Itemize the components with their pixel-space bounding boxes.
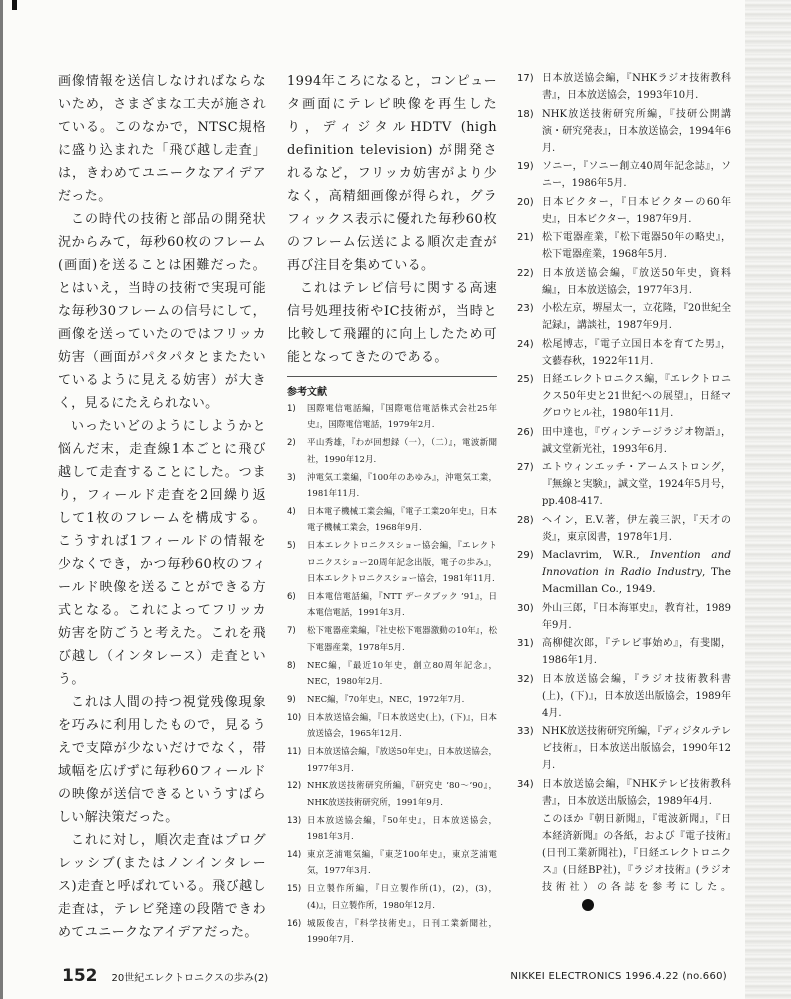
body-paragraph-continued: 1994年ころになると，コンピュータ画面にテレビ映像を再生したり，ディジタルHDTV (high definition television) が開発されるなど，フリッカ妨害がより少なく，高精細画像が得られ，グラフィックス表示に優れた毎秒60枚のフレーム伝送による順次走査が再び注目を集めている。	[287, 74, 497, 273]
reference-item	[287, 847, 497, 880]
registration-mark	[12, 0, 17, 10]
reference-number: 34)	[517, 778, 534, 790]
reference-text: 日本放送協会編，『放送50年史』，日本放送協会，1977年3月.	[307, 747, 497, 774]
body-column-2	[287, 70, 497, 950]
reference-item	[517, 158, 731, 192]
reference-number: 32)	[517, 673, 534, 685]
reference-number: 10)	[287, 712, 302, 723]
closing-note	[517, 811, 731, 913]
reference-text: 日本エレクトロニクスショー協会編，『エレクトロニクスショー20周年記念出版，電子の歩み』，日本エレクトロニクスショー協会，1981年11月.	[307, 541, 497, 585]
scan-shadow-right	[745, 0, 791, 999]
reference-item	[517, 600, 731, 634]
end-mark-icon	[582, 899, 594, 911]
reference-text: 日本放送協会編，『ラジオ技術教科書(上)，(下)』，日本放送出版協会，1989年4月.	[542, 673, 731, 719]
reference-item	[517, 194, 731, 228]
reference-number: 13)	[287, 815, 302, 826]
reference-number: 4)	[287, 506, 296, 517]
reference-text: 日経エレクトロニクス編，『エレクトロニクス50年史と21世紀への展望』，日経マグロウヒル社，1980年11月.	[542, 374, 731, 419]
reference-item	[287, 692, 497, 708]
reference-text: 松尾博志，『電子立国日本を育てた男』，文藝春秋，1922年11月.	[542, 338, 731, 367]
reference-text: 日本ビクター，『日本ビクターの60年史』，日本ビクター，1987年9月.	[542, 196, 731, 225]
reference-number: 12)	[287, 781, 302, 792]
reference-number: 5)	[287, 541, 296, 552]
references-column-3	[517, 70, 731, 913]
body-paragraph: これは人間の持つ視覚残像現象を巧みに利用したもので，見るうえで支障が少ないだけでなく，帯域幅を広げずに毎秒60フィールドの映像が送信できるというすばらしい解決策だった。	[58, 695, 266, 825]
reference-item	[287, 623, 497, 656]
reference-item	[517, 106, 731, 157]
reference-text: NHK放送技術研究所編，『研究史 ’80～’90』，NHK放送技術研究所，1991年9月.	[307, 781, 497, 808]
reference-number: 21)	[517, 232, 534, 243]
reference-item	[287, 778, 497, 811]
reference-number: 23)	[517, 303, 534, 314]
reference-text: NHK放送技術研究所編，『技研公開講演・研究発表』，日本放送協会，1994年6月.	[542, 108, 731, 154]
references-divider	[287, 376, 497, 377]
reference-number: 1)	[287, 404, 296, 414]
reference-number: 2)	[287, 438, 296, 449]
reference-item	[517, 635, 731, 669]
reference-number: 17)	[517, 73, 534, 84]
reference-item	[287, 710, 497, 743]
reference-item	[287, 589, 497, 622]
reference-item	[287, 504, 497, 537]
closing-note-text: このほか『朝日新聞』，『電波新聞』，『日本経済新聞』の各紙，および『電子技術』(日刊工業新聞社)，『日経エレクトロニクス』(日経BP社)，『ラジオ技術』(ラジオ技術社）の各誌を参考にした。	[542, 814, 731, 893]
reference-item	[517, 512, 731, 546]
reference-number: 19)	[517, 161, 534, 172]
reference-title: Invention and Innovation in Radio Industry	[542, 549, 732, 578]
reference-details: , The Macmillan Co., 1949.	[542, 566, 731, 595]
reference-item	[517, 776, 731, 810]
body-column-1	[58, 70, 266, 944]
reference-item	[287, 916, 497, 949]
reference-text: 日本電信電話編，『NTT データブック ’91』，日本電信電話，1991年3月.	[307, 591, 497, 619]
reference-number: 6)	[287, 591, 296, 602]
reference-text: 松下電器産業編，『社史松下電器激動の10年』，松下電器産業，1978年5月.	[307, 626, 497, 653]
reference-text: 日本放送協会編，『日本放送史(上)，(下)』，日本放送協会，1965年12月.	[307, 712, 497, 740]
reference-item	[287, 538, 497, 587]
reference-text: 平山秀雄，『わが回想録（一），（二）』，電波新聞社，1990年12月.	[307, 438, 497, 465]
reference-number: 8)	[287, 660, 296, 671]
reference-number: 22)	[517, 267, 534, 279]
reference-number: 28)	[517, 514, 534, 526]
reference-text: 田中達也，『ヴィンテージラジオ物語』，誠文堂新光社，1993年6月.	[542, 426, 731, 455]
reference-item	[517, 70, 731, 104]
reference-number: 30)	[517, 602, 534, 614]
body-paragraph: いったいどのようにしようかと悩んだ末，走査線1本ごとに飛び越して走査することにした。つまり，フィールド走査を2回繰り返して1枚のフレームを構成する。こうすれば1フィールドの情報を少なくでき，かつ毎秒60枚のフィールド映像を送ることができる方式となる。これによってフリッカ妨害を防ごうと考えた。これを飛び越し（インタレース）走査という。	[58, 419, 266, 687]
reference-text: 日本電子機械工業会編，『電子工業20年史』，日本電子機械工業会，1968年9月.	[307, 506, 497, 534]
reference-number: 27)	[517, 462, 534, 473]
reference-number: 14)	[287, 850, 302, 861]
reference-item	[517, 300, 731, 334]
reference-text: エトウィンエッチ・アームストロング，『無線と実験』，誠文堂，1924年5月号，pp.408-417.	[542, 462, 731, 507]
reference-number: 24)	[517, 338, 534, 350]
reference-item	[517, 671, 731, 722]
reference-item	[287, 401, 497, 434]
reference-text: 日本放送協会編，『NHKラジオ技術教科書』，日本放送協会，1993年10月.	[542, 73, 731, 101]
body-paragraph: この時代の技術と部品の開発状況からみて，毎秒60枚のフレーム(画面)を送ることは困難だった。とはいえ，当時の技術で実現可能な毎秒30フレームの信号にして，画像を送っていたのではフリッカ妨害（画面がパタパタとまたたいているように見える妨害）が大きく，見るにたえられない。	[58, 212, 266, 411]
reference-text: 国際電信電話編，『国際電信電話株式会社25年史』，国際電信電話，1979年2月.	[307, 404, 497, 431]
reference-number: 31)	[517, 638, 534, 649]
reference-text: 日立製作所編，『日立製作所(1)，(2)，(3)，(4)』，日立製作所，1980年12月.	[307, 884, 497, 911]
reference-text: NHK放送技術研究所編，『ディジタルテレビ技術』，日本放送出版協会，1990年12月.	[542, 726, 731, 771]
reference-number: 20)	[517, 196, 534, 208]
references-heading: 参考文献	[287, 387, 327, 398]
reference-number: 29)	[517, 550, 534, 561]
reference-number: 18)	[517, 108, 534, 120]
reference-text: 外山三郎，『日本海軍史』，教育社，1989年9月.	[542, 602, 731, 631]
body-paragraph: これはテレビ信号に関する高速信号処理技術やIC技術が，当時と比較して飛躍的に向上したため可能となってきたのである。	[287, 281, 497, 365]
reference-item	[517, 459, 731, 510]
body-paragraph: これに対し，順次走査はプログレッシブ(またはノンインタレース)走査と呼ばれている。飛び越し走査は，テレビ発達の段階できわめてユニークなアイデアだった。	[58, 833, 266, 940]
reference-text: 東京芝浦電気編，『東芝100年史』，東京芝浦電気，1977年3月.	[307, 850, 497, 877]
reference-item	[517, 229, 731, 263]
reference-text: NEC編，『最近10年史，創立80周年記念』，NEC，1980年2月.	[307, 660, 497, 687]
reference-item	[517, 371, 731, 422]
page-footer	[62, 963, 727, 989]
reference-item	[287, 744, 497, 777]
reference-text: ヘイン，E.V.著，伊左義三訳，『天才の炎』，東京図書，1978年1月.	[542, 514, 731, 543]
reference-number: 9)	[287, 694, 296, 705]
scan-shadow-left	[0, 0, 3, 999]
reference-item	[287, 658, 497, 691]
reference-item	[517, 424, 731, 458]
reference-text: 日本放送協会編，『50年史』，日本放送協会，1981年3月.	[307, 815, 497, 843]
reference-number: 33)	[517, 726, 534, 737]
reference-number: 26)	[517, 426, 534, 438]
reference-number: 7)	[287, 626, 296, 637]
reference-item	[517, 336, 731, 370]
page-number: 152	[62, 966, 98, 986]
reference-item	[517, 547, 731, 598]
reference-number: 11)	[287, 747, 302, 758]
reference-text: 城阪俊吉，『科学技術史』，日刊工業新聞社，1990年7月.	[307, 918, 497, 946]
reference-text: 日本放送協会編，『放送50年史，資料編』，日本放送協会，1977年3月.	[542, 267, 731, 296]
reference-item	[287, 813, 497, 846]
reference-author: Maclavrim, W.R.,	[542, 549, 651, 561]
reference-text: ソニー，『ソニー創立40周年記念誌』，ソニー，1986年5月.	[542, 161, 731, 189]
reference-text: NEC編，『70年史』，NEC，1972年7月.	[307, 694, 465, 705]
magazine-issue: NIKKEI ELECTRONICS 1996.4.22 (no.660)	[510, 970, 727, 982]
reference-item	[517, 723, 731, 774]
reference-text: 沖電気工業編，『100年のあゆみ』，沖電気工業，1981年11月.	[307, 472, 497, 500]
reference-item	[287, 470, 497, 503]
reference-text	[542, 547, 731, 598]
reference-text: 小松左京，堺屋太一，立花隆，『20世紀全記録』，講談社，1987年9月.	[542, 303, 731, 331]
reference-item	[517, 265, 731, 299]
reference-number: 16)	[287, 918, 302, 929]
reference-item	[287, 881, 497, 914]
body-paragraph: 画像情報を送信しなければならないため，さまざまな工夫が施されている。このなかで，NTSC規格に盛り込まれた「飛び越し走査」は，きわめてユニークなアイデアだった。	[58, 74, 266, 204]
reference-text: 松下電器産業，『松下電器50年の略史』，松下電器産業，1968年5月.	[542, 232, 731, 260]
reference-number: 15)	[287, 884, 302, 895]
reference-text: 日本放送協会編，『NHKテレビ技術教科書』，日本放送出版協会，1989年4月.	[542, 778, 731, 807]
reference-item	[287, 435, 497, 468]
references-list-a	[287, 401, 497, 949]
section-title: 20世紀エレクトロニクスの歩み(2)	[111, 972, 269, 984]
references-list-b	[517, 70, 731, 810]
reference-number: 25)	[517, 374, 534, 385]
reference-text: 高柳健次郎，『テレビ事始め』，有斐閣，1986年1月.	[542, 638, 731, 666]
reference-number: 3)	[287, 472, 296, 483]
